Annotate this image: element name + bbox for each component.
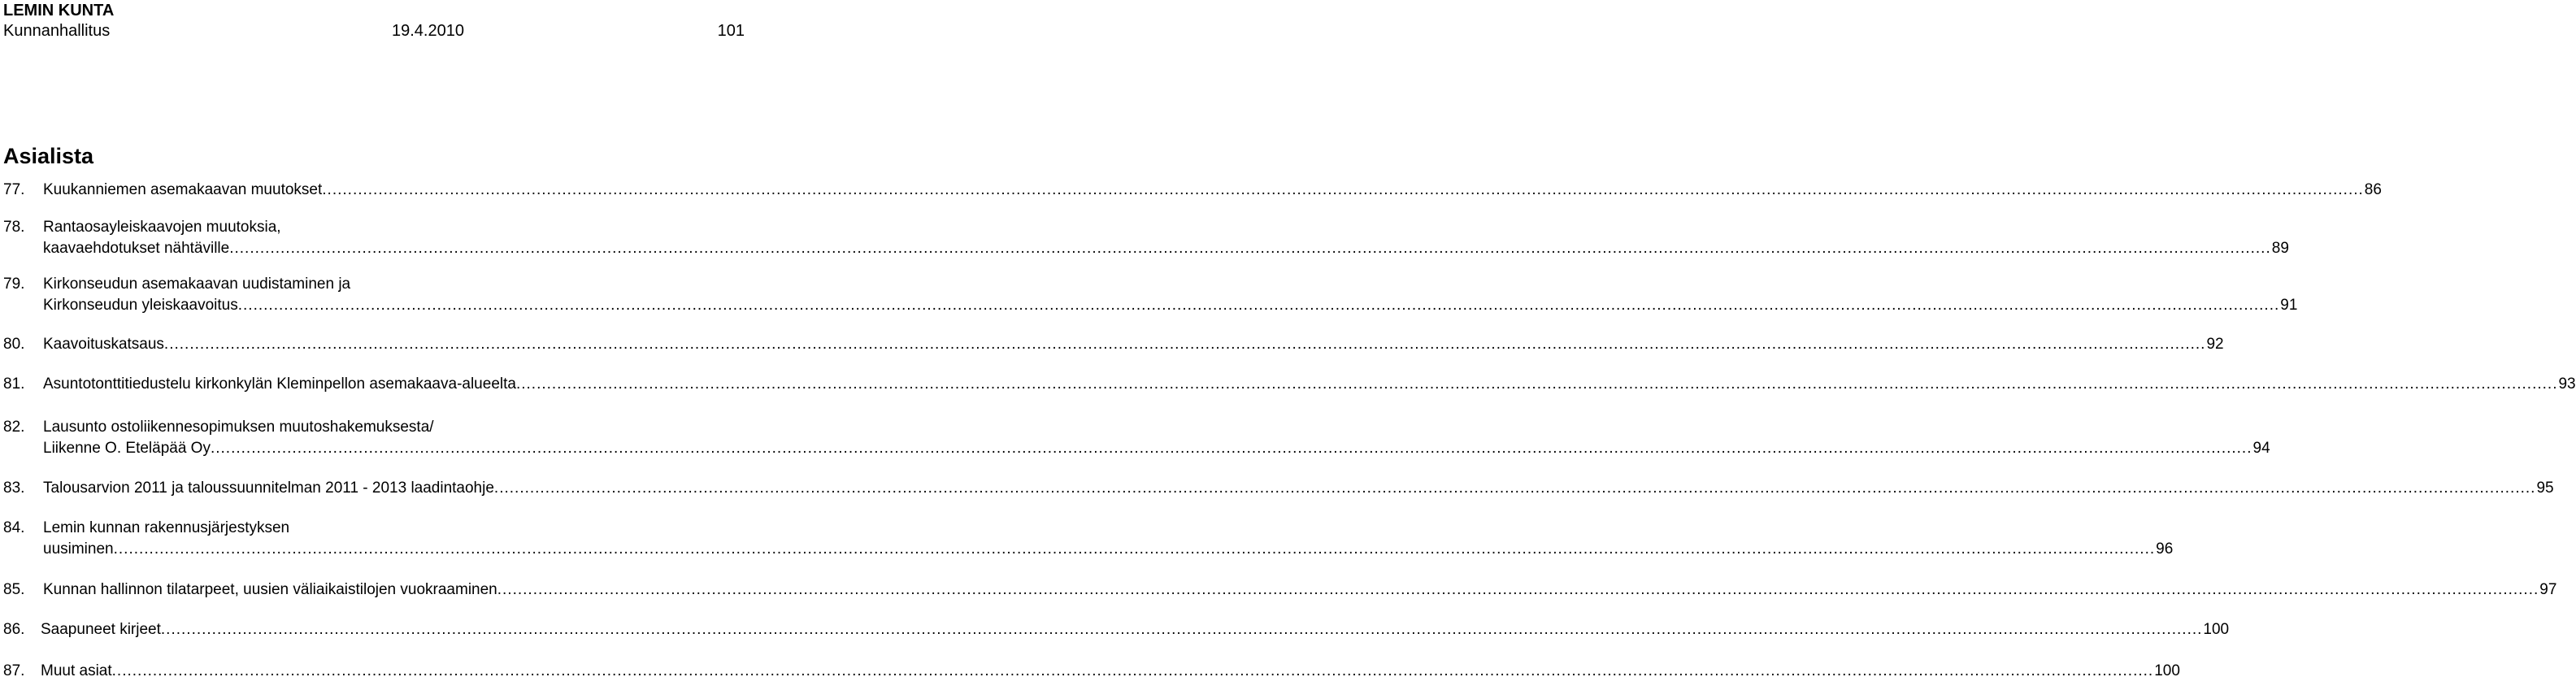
- toc-entry-number: 78.: [3, 219, 25, 236]
- dot-leader: ................................................................................................................................................................................................................................................................................................................................................................................................................: [237, 297, 2280, 314]
- dot-leader: ................................................................................................................................................................................................................................................................................................................................................................................................................: [210, 440, 2252, 457]
- toc-entry-title: Asuntotonttitiedustelu kirkonkylän Kleminpellon asemakaava-alueelta: [43, 375, 516, 393]
- toc-entry-page: 97: [2539, 581, 2557, 598]
- toc-entry-title: Rantaosayleiskaavojen muutoksia,: [43, 219, 281, 236]
- toc-entry-number: 85.: [3, 581, 25, 598]
- toc-entry-line: [3, 580, 2557, 600]
- toc-entry-number: 86.: [3, 621, 25, 638]
- toc-entry-number: 87.: [3, 662, 25, 679]
- toc-entry-title: Kirkonseudun yleiskaavoitus: [43, 297, 238, 314]
- dot-leader: ................................................................................................................................................................................................................................................................................................................................................................................................................: [515, 375, 2558, 393]
- toc-entry-number: 79.: [3, 276, 25, 293]
- toc-entry-title: Saapuneet kirjeet: [41, 621, 161, 638]
- toc-entry-line: [3, 418, 775, 437]
- toc-entry-title: kaavaehdotukset nähtäville: [43, 240, 230, 257]
- dot-leader: ................................................................................................................................................................................................................................................................................................................................................................................................................: [229, 240, 2271, 257]
- toc-entry-title: Lausunto ostoliikennesopimuksen muutoshakemuksesta/: [43, 419, 434, 436]
- agenda-title: Asialista: [3, 144, 94, 168]
- toc-entry-page: 100: [2154, 662, 2180, 679]
- toc-entry-number: 82.: [3, 419, 25, 436]
- toc-entry-page: 94: [2252, 440, 2270, 457]
- toc-entry-line: [3, 218, 775, 237]
- toc-entry-title: Kirkonseudun asemakaavan uudistaminen ja: [43, 276, 351, 293]
- toc-entry-title: Muut asiat: [41, 662, 112, 679]
- toc-entry-number: 84.: [3, 519, 25, 536]
- toc-entry-number: 83.: [3, 480, 25, 497]
- dot-leader: ................................................................................................................................................................................................................................................................................................................................................................................................................: [113, 540, 2156, 558]
- toc-entry-number: 80.: [3, 336, 25, 353]
- header-board: Kunnanhallitus: [3, 22, 111, 40]
- toc-entry-page: 92: [2206, 336, 2224, 353]
- toc-entry-title: Lemin kunnan rakennusjärjestyksen: [43, 519, 290, 536]
- toc-entry-title: Kuukanniemen asemakaavan muutokset: [43, 181, 323, 198]
- dot-leader: ................................................................................................................................................................................................................................................................................................................................................................................................................: [497, 581, 2539, 598]
- dot-leader: ................................................................................................................................................................................................................................................................................................................................................................................................................: [111, 662, 2154, 679]
- toc-entry-page: 100: [2203, 621, 2230, 638]
- toc-entry-line: [3, 519, 775, 538]
- toc-entry-title: Talousarvion 2011 ja taloussuunnitelman 2011 - 2013 laadintaohje: [43, 480, 494, 497]
- dot-leader: ................................................................................................................................................................................................................................................................................................................................................................................................................: [160, 621, 2203, 638]
- toc-entry-page: 91: [2280, 297, 2298, 314]
- header-date: 19.4.2010: [392, 22, 464, 40]
- toc-entry-page: 95: [2536, 480, 2554, 497]
- toc-entry-title: Kaavoituskatsaus: [43, 336, 164, 353]
- dot-leader: ................................................................................................................................................................................................................................................................................................................................................................................................................: [493, 480, 2536, 497]
- toc-entry-line: [3, 239, 2289, 258]
- toc-entry-line: [3, 540, 2174, 559]
- toc-entry-line: [3, 375, 2576, 394]
- toc-entry-page: 96: [2156, 540, 2174, 558]
- toc-entry-line: [3, 180, 2382, 200]
- toc-entry-number: 81.: [3, 375, 25, 393]
- toc-entry-title: uusiminen: [43, 540, 114, 558]
- header-org: LEMIN KUNTA: [3, 2, 115, 20]
- toc-entry-line: [3, 296, 2298, 315]
- toc-entry-title: Liikenne O. Eteläpää Oy: [43, 440, 211, 457]
- header-line: [3, 21, 751, 41]
- toc-entry-line: [3, 335, 2224, 354]
- toc-entry-line: [3, 620, 2230, 640]
- toc-entry-line: [3, 275, 775, 294]
- dot-leader: ................................................................................................................................................................................................................................................................................................................................................................................................................: [322, 181, 2364, 198]
- toc-entry-line: [3, 662, 2180, 681]
- toc-entry-line: [3, 479, 2554, 498]
- dot-leader: ................................................................................................................................................................................................................................................................................................................................................................................................................: [163, 336, 2206, 353]
- toc-entry-page: 89: [2271, 240, 2289, 257]
- toc-entry-page: 93: [2558, 375, 2576, 393]
- toc-entry-title: Kunnan hallinnon tilatarpeet, uusien väliaikaistilojen vuokraaminen: [43, 581, 497, 598]
- toc-entry-number: 77.: [3, 181, 25, 198]
- header-page-number: 101: [717, 22, 745, 40]
- toc-entry-line: [3, 439, 2270, 458]
- toc-entry-page: 86: [2364, 181, 2382, 198]
